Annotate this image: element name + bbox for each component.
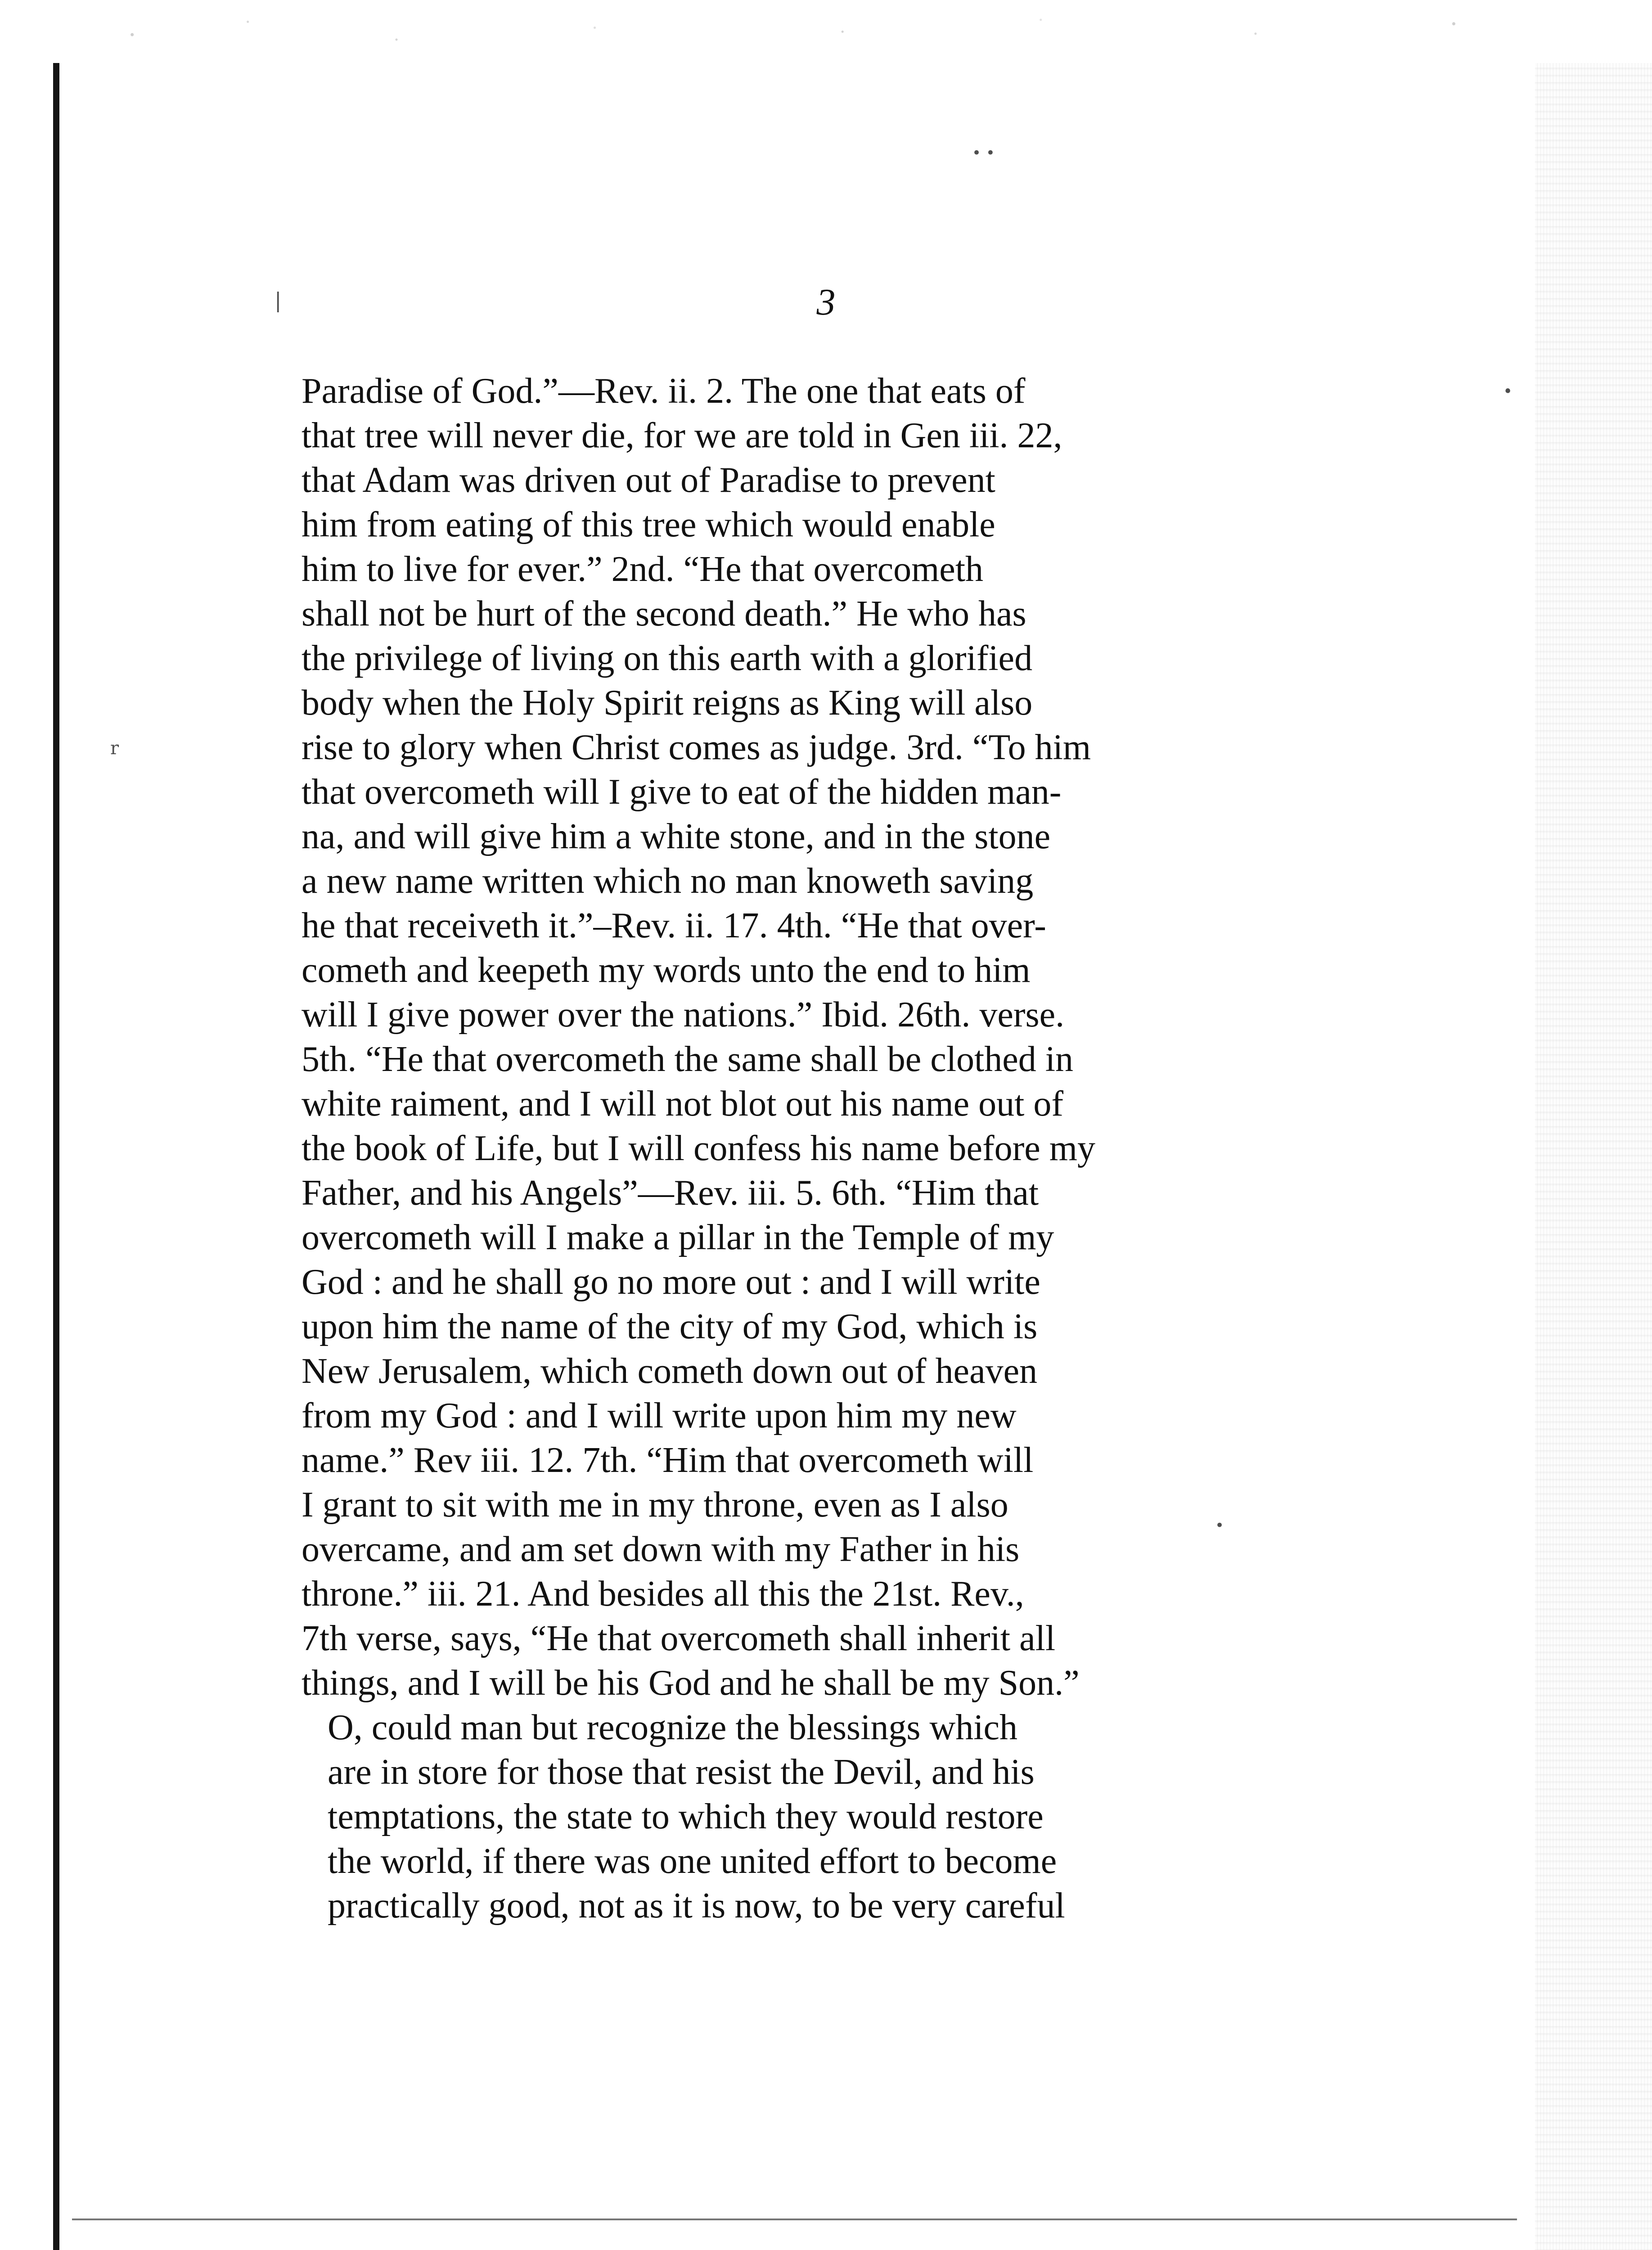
page-number: 3 — [816, 281, 836, 323]
page-top-speckle — [0, 0, 1652, 99]
text-line: him to live for ever.” 2nd. “He that overcometh — [302, 549, 984, 589]
text-line: shall not be hurt of the second death.” He who has — [302, 594, 1026, 634]
text-line: O, could man but recognize the blessings which — [328, 1708, 1017, 1747]
text-line: na, and will give him a white stone, and in the stone — [302, 817, 1051, 856]
bottom-rule — [72, 2218, 1517, 2220]
text-line: upon him the name of the city of my God, which is — [302, 1307, 1038, 1346]
text-line: that tree will never die, for we are told in Gen iii. 22, — [302, 416, 1062, 455]
text-line: things, and I will be his God and he shall be my Son.” — [302, 1663, 1080, 1703]
page-right-speckle — [1535, 63, 1652, 2250]
text-line: 5th. “He that overcometh the same shall be clothed in — [302, 1040, 1073, 1079]
text-line: the privilege of living on this earth with a glorified — [302, 639, 1033, 678]
text-line: cometh and keepeth my words unto the end to him — [302, 950, 1031, 990]
paragraph-2 — [302, 1706, 1260, 1928]
text-line: throne.” iii. 21. And besides all this the 21st. Rev., — [302, 1574, 1024, 1614]
ink-mark: r — [110, 738, 119, 759]
text-line: name.” Rev iii. 12. 7th. “Him that overcometh will — [302, 1440, 1034, 1480]
text-line: New Jerusalem, which cometh down out of heaven — [302, 1351, 1038, 1391]
text-line: practically good, not as it is now, to be very careful — [328, 1886, 1065, 1926]
text-line: are in store for those that resist the Devil, and his — [328, 1752, 1035, 1792]
text-line: overcame, and am set down with my Father in his — [302, 1530, 1020, 1569]
ink-mark: • — [1215, 1516, 1224, 1534]
text-line: temptations, the state to which they would restore — [328, 1797, 1044, 1836]
text-line: from my God : and I will write upon him my new — [302, 1396, 1017, 1436]
text-line: a new name written which no man knoweth saving — [302, 861, 1034, 901]
text-line: white raiment, and I will not blot out his name out of — [302, 1084, 1064, 1124]
text-line: the book of Life, but I will confess his name before my — [302, 1129, 1095, 1168]
page-bottom-speckle — [0, 2209, 1652, 2250]
text-line: Paradise of God.”—Rev. ii. 2. The one that eats of — [302, 371, 1026, 411]
text-line: rise to glory when Christ comes as judge. 3rd. “To him — [302, 728, 1091, 767]
binding-edge — [53, 63, 59, 2250]
ink-mark: • — [1503, 382, 1513, 401]
ink-mark: | — [275, 288, 282, 312]
text-line: him from eating of this tree which would enable — [302, 505, 995, 544]
text-line: overcometh will I make a pillar in the Temple of my — [302, 1218, 1054, 1257]
page-body — [302, 369, 1260, 1928]
text-line: I grant to sit with me in my throne, even as I also — [302, 1485, 1008, 1525]
text-line: body when the Holy Spirit reigns as King will also — [302, 683, 1033, 723]
text-line: he that receiveth it.”–Rev. ii. 17. 4th. “He that over- — [302, 906, 1046, 945]
text-line: that Adam was driven out of Paradise to prevent — [302, 460, 995, 500]
text-line: Father, and his Angels”—Rev. iii. 5. 6th. “Him that — [302, 1173, 1039, 1213]
text-line: the world, if there was one united effort to become — [328, 1841, 1057, 1881]
text-line: will I give power over the nations.” Ibid. 26th. verse. — [302, 995, 1065, 1035]
text-line: God : and he shall go no more out : and I will write — [302, 1262, 1040, 1302]
text-line: 7th verse, says, “He that overcometh shall inherit all — [302, 1619, 1056, 1658]
ink-mark: • • — [972, 144, 995, 162]
text-line: that overcometh will I give to eat of the hidden man- — [302, 772, 1062, 812]
paragraph-1 — [302, 369, 1260, 1706]
